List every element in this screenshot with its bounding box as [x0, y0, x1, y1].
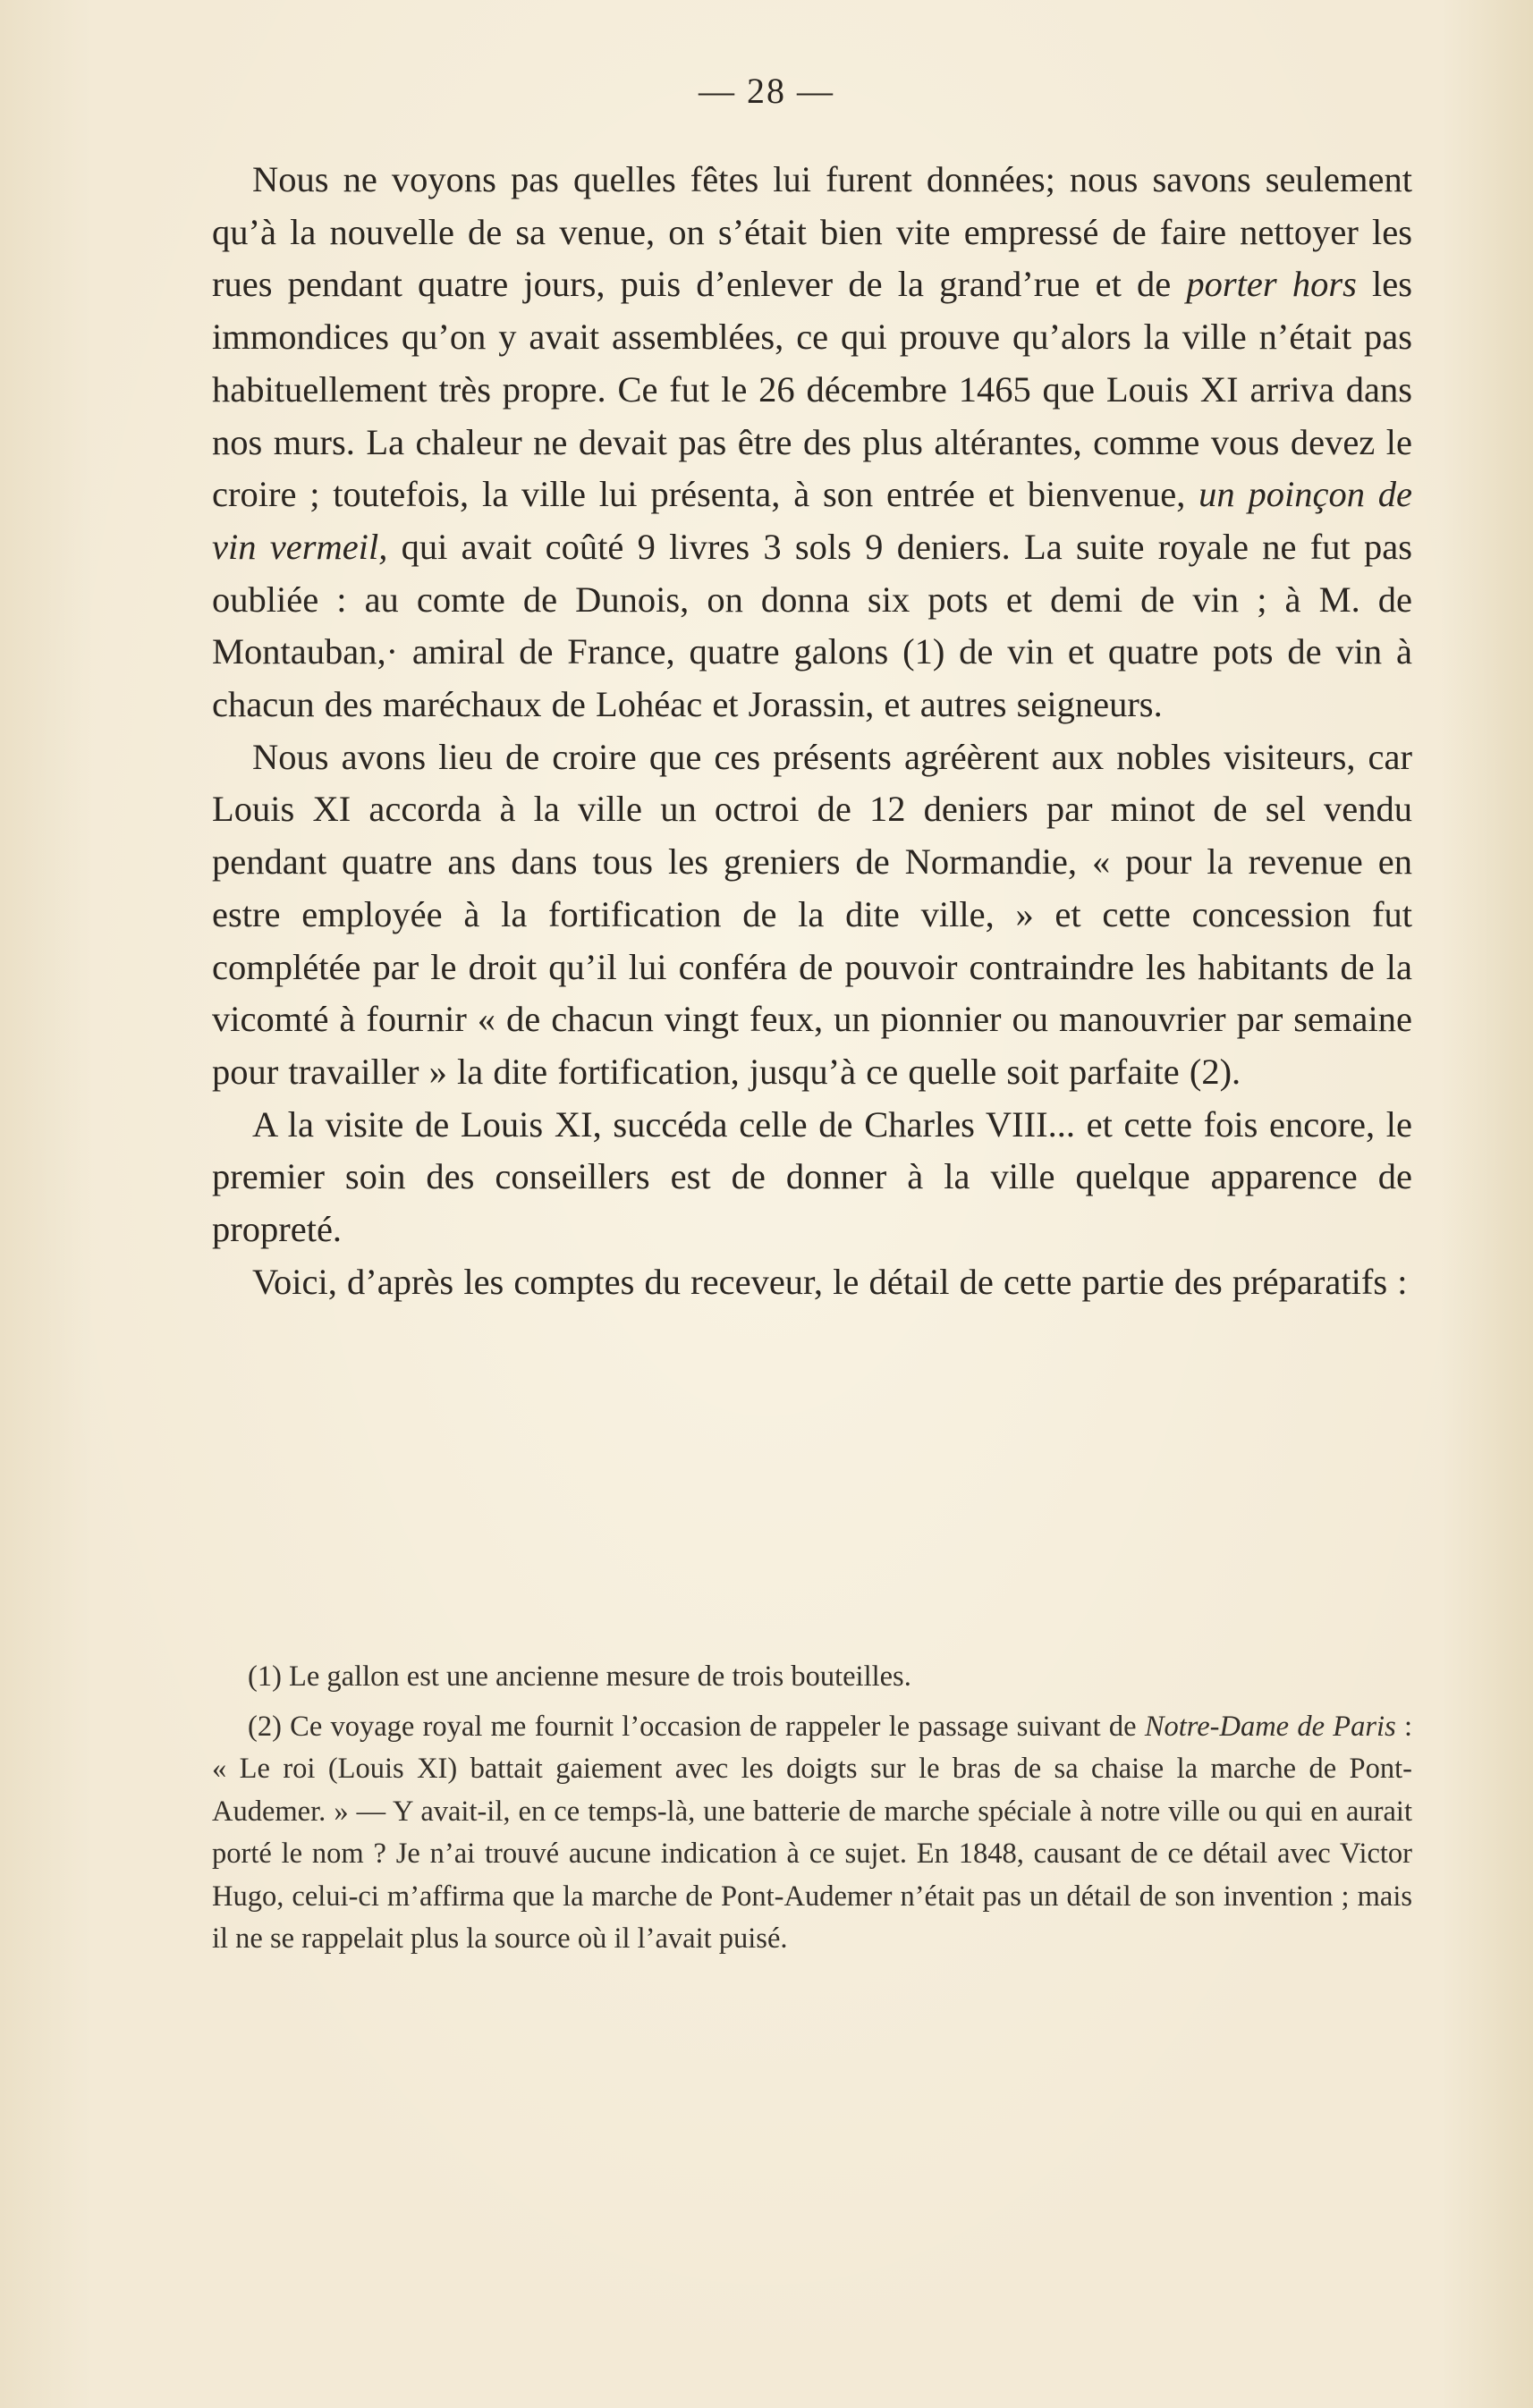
- paragraph-1-italic-b: un poinçon de vin vermeil,: [212, 474, 1412, 567]
- paragraph-3: A la visite de Louis XI, succéda celle de Charles VIII... et cette fois encore, le premier soin des conseillers est de donner à la ville quelque apparence de propreté.: [212, 1103, 1412, 1250]
- body-text: [212, 154, 1412, 1308]
- footnote-2-italic: Notre-Dame de Paris: [1144, 1710, 1396, 1743]
- footnote-2-text-b: : « Le roi (Louis XI) battait gaiement avec les doigts sur le bras de sa chaise la marche de Pont-Audemer. » — Y avait-il, en ce temps-là, une batterie de marche spéciale à notre ville ou qui en aurait porté le nom ? Je n’ai trouvé aucune indication à ce sujet. En 1848, causant de ce détail avec Victor Hugo, celui-ci m’affirma que la marche de Pont-Audemer n’était pas un détail de son invention ; mais il ne se rappelait plus la source où il l’avait puisé.: [212, 1710, 1413, 1955]
- paragraph-1-italic-a: porter hors: [1186, 264, 1357, 305]
- paragraph-1: [212, 154, 1412, 731]
- page-number: — 28 —: [699, 71, 834, 111]
- paragraph-2: Nous avons lieu de croire que ces présents agréèrent aux nobles visiteurs, car Louis XI accorda à la ville un octroi de 12 deniers par minot de sel vendu pendant quatre ans dans tous les greniers de Normandie, « pour la revenue en estre employée à la fortification de la dite ville, » et cette concession fut complétée par le droit qu’il lui conféra de pouvoir contraindre les habitants de la vicomté à fournir « de chacun vingt feux, un pionnier ou manouvrier par semaine pour travailler » la dite fortification, jusqu’à ce quelle soit parfaite (2).: [212, 736, 1412, 1092]
- paragraph-1-text-a: Nous ne voyons pas quelles fêtes lui furent données; nous savons seulement qu’à la nouvelle de sa venue, on s’était bien vite empressé de faire nettoyer les rues pendant quatre jours, puis d’enlever de la grand’rue et de: [212, 159, 1412, 305]
- footnotes: [212, 1656, 1412, 1968]
- footnote-1: (1) Le gallon est une ancienne mesure de trois bouteilles.: [248, 1660, 911, 1693]
- paragraph-4: Voici, d’après les comptes du receveur, le détail de cette partie des préparatifs :: [252, 1261, 1408, 1302]
- footnote-2: [212, 1706, 1412, 1961]
- paragraph-1-text-c: qui avait coûté 9 livres 3 sols 9 deniers. La suite royale ne fut pas oubliée : au comte de Dunois, on donna six pots et demi de vin ; à M. de Montauban,· amiral de France, quatre galons (1) de vin et quatre pots de vin à chacun des maréchaux de Lohéac et Jorassin, et autres seigneurs.: [212, 526, 1413, 725]
- paragraph-1-text-b: les immondices qu’on y avait assemblées, ce qui prouve qu’alors la ville n’était pas habituellement très propre. Ce fut le 26 décembre 1465 que Louis XI arriva dans nos murs. La chaleur ne devait pas être des plus altérantes, comme vous devez le croire ; toutefois, la ville lui présenta, à son entrée et bienvenue,: [212, 264, 1413, 515]
- footnote-2-text-a: (2) Ce voyage royal me fournit l’occasion de rappeler le passage suivant de: [248, 1710, 1145, 1743]
